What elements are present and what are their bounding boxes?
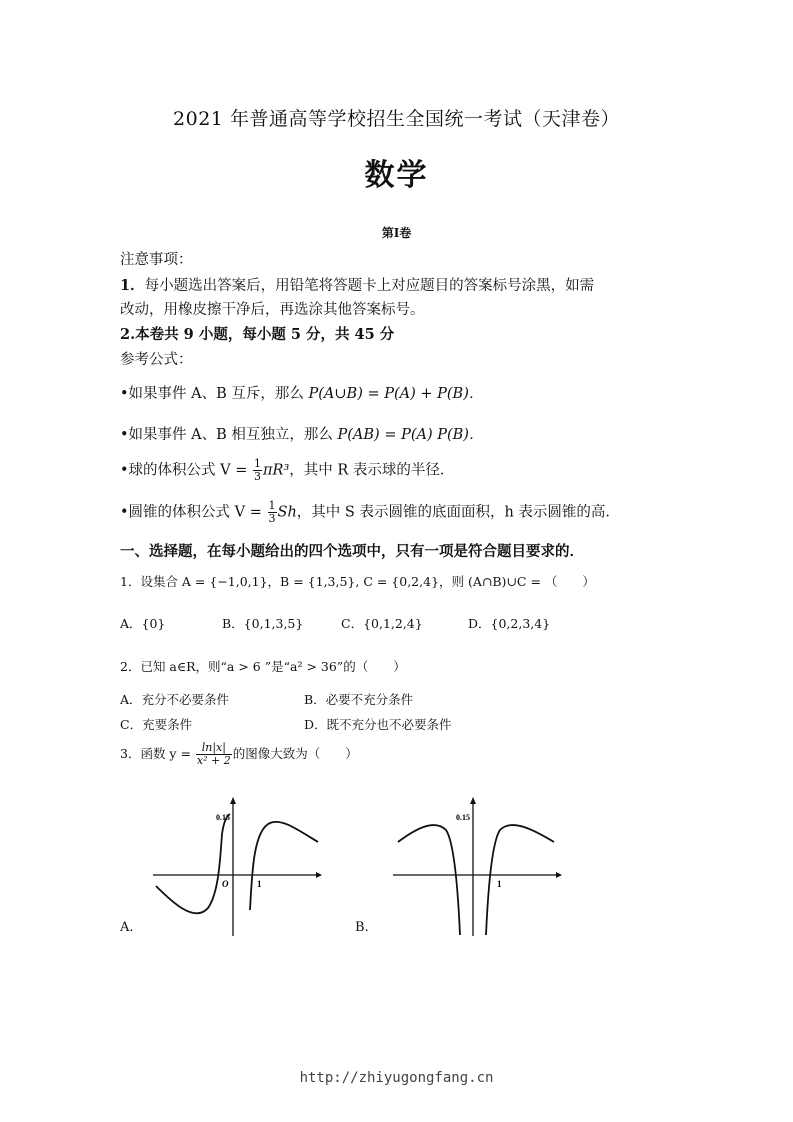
formula-independent-math: P(AB) = P(A) P(B)． (337, 427, 484, 443)
notice-item-1-text: 每小题选出答案后，用铅笔将答题卡上对应题目的答案标号涂黑，如需 (144, 278, 595, 294)
formula-independent-text: •如果事件 A、B 相互独立，那么 (120, 427, 338, 443)
question-3-stem (120, 742, 358, 767)
formula-independent-events (120, 423, 483, 444)
fraction-numerator: 1 (268, 499, 276, 512)
formula-sphere-fraction (253, 458, 262, 483)
question-1-option-d: D．{0,2,3,4} (468, 616, 551, 631)
formula-exclusive-text: •如果事件 A、B 互斥，那么 (120, 386, 309, 402)
fraction-denominator: x² + 2 (196, 754, 231, 767)
tick-label-y: 0.15 (456, 813, 470, 822)
question-1-stem: 1．设集合 A = {−1,0,1}，B = {1,3,5}, C = {0,2,4}，则 (A∩B)∪C = （ ） (120, 574, 595, 589)
graph-option-b-label: B. (355, 920, 369, 935)
notice-item-1 (120, 274, 594, 295)
notice-heading: 注意事项： (120, 252, 193, 268)
formula-sphere-text-post: ，其中 R 表示球的半径． (289, 462, 455, 479)
question-2-option-a: A．充分不必要条件 (120, 692, 230, 707)
section-heading: 一、选择题，在每小题给出的四个选项中，只有一项是符合题目要求的． (120, 543, 584, 560)
tick-label-x: 1 (257, 879, 262, 889)
curve-left-branch (398, 825, 460, 935)
question-1-option-c: C．{0,1,2,4} (341, 616, 423, 631)
question-1-option-b: B．{0,1,3,5} (222, 616, 304, 631)
question-3-fraction (196, 742, 232, 767)
formula-exclusive-events (120, 382, 483, 403)
notice-item-2: 2.本卷共 9 小题，每小题 5 分，共 45 分 (120, 326, 395, 343)
tick-label-x: 1 (497, 879, 502, 889)
subject-title: 数学 (364, 158, 429, 193)
graph-option-b (388, 790, 568, 940)
x-axis-arrow (316, 872, 322, 878)
formula-cone-volume (120, 500, 620, 525)
graph-option-a (148, 790, 328, 940)
exam-title: 2021 年普通高等学校招生全国统一考试（天津卷） (173, 108, 620, 130)
formula-cone-text-post: ，其中 S 表示圆锥的底面面积，h 表示圆锥的高． (296, 504, 620, 521)
question-3-stem-post: 的图像大致为（ ） (232, 746, 358, 761)
question-2-stem: 2．已知 a∈R，则“a > 6 ”是“a² > 36”的（ ） (120, 659, 406, 674)
y-axis-arrow (230, 797, 236, 804)
formula-sphere-volume (120, 458, 454, 483)
tick-label-y: 0.15 (216, 813, 230, 822)
formula-cone-text-pre: •圆锥的体积公式 V = (120, 504, 267, 521)
fraction-denominator: 3 (254, 470, 262, 483)
graph-option-a-label: A. (120, 920, 134, 935)
question-3-stem-pre: 3．函数 y = (120, 746, 195, 761)
origin-label: O (222, 879, 229, 889)
formula-cone-fraction (268, 500, 277, 525)
question-2-option-b: B．必要不充分条件 (304, 692, 414, 707)
question-1-option-a: A．{0} (120, 616, 166, 631)
curve-left-branch (156, 814, 230, 913)
formula-sphere-text-pre: •球的体积公式 V = (120, 462, 253, 479)
formula-cone-math: Sh (277, 504, 297, 521)
volume-title: 第Ⅰ卷 (381, 226, 412, 240)
notice-item-1-continued: 改动，用橡皮擦干净后，再选涂其他答案标号。 (120, 302, 425, 318)
formula-sphere-math: πR³ (263, 462, 290, 479)
fraction-denominator: 3 (268, 512, 276, 525)
fraction-numerator: ln|x| (196, 742, 232, 755)
fraction-numerator: 1 (254, 457, 262, 470)
notice-item-1-number: 1． (120, 277, 145, 294)
y-axis-arrow (470, 797, 476, 804)
question-2-option-c: C．充要条件 (120, 717, 193, 732)
footer-url[interactable]: http://zhiyugongfang.cn (299, 1070, 494, 1086)
x-axis-arrow (556, 872, 562, 878)
question-2-option-d: D．既不充分也不必要条件 (304, 717, 452, 732)
formula-exclusive-math: P(A∪B) = P(A) + P(B)． (308, 386, 484, 402)
formula-heading: 参考公式： (120, 352, 193, 368)
curve-right-branch (250, 822, 318, 910)
